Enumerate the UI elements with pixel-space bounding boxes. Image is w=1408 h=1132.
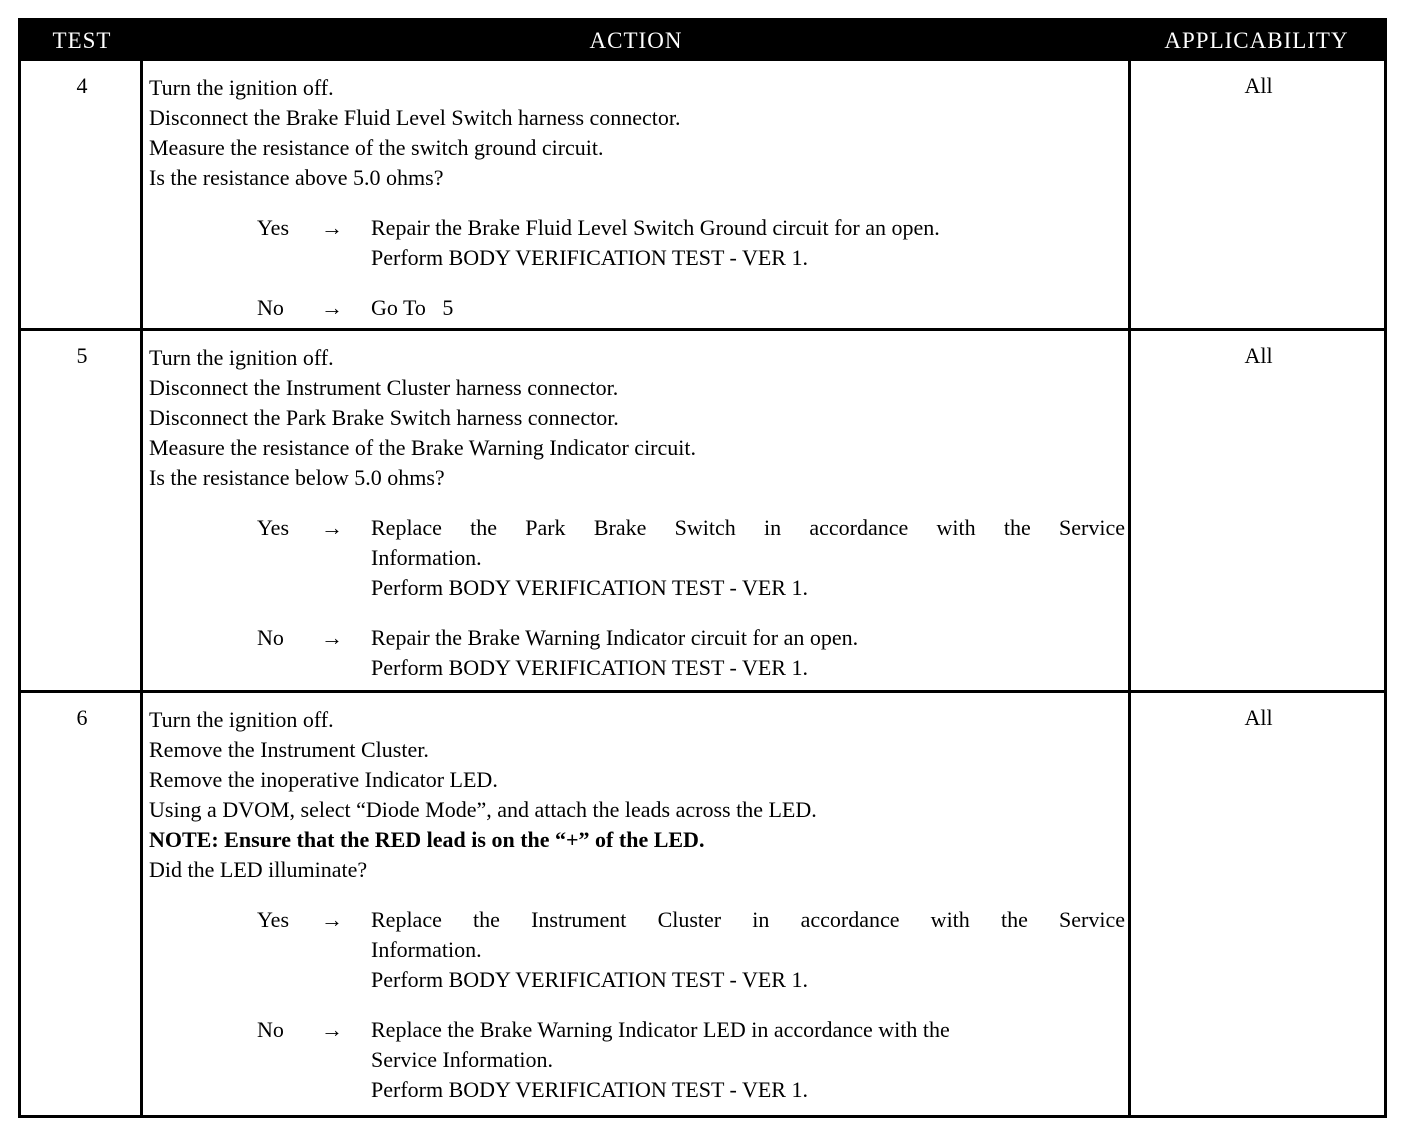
table-row	[21, 693, 1384, 1115]
result-text: Go To 5	[371, 295, 454, 320]
applicability-value: All	[1244, 705, 1273, 730]
test-number: 5	[76, 343, 88, 368]
header-test: TEST	[52, 28, 112, 53]
result-text: Information.	[371, 545, 482, 570]
action-step: Is the resistance below 5.0 ohms?	[149, 465, 445, 490]
arrow-icon: →	[321, 1017, 343, 1042]
result-text: Service Information.	[371, 1047, 554, 1072]
action-cell	[149, 343, 1129, 683]
action-step: Disconnect the Instrument Cluster harness connector.	[149, 375, 619, 400]
no-result	[149, 623, 1129, 683]
result-text: Perform BODY VERIFICATION TEST - VER 1.	[371, 655, 808, 680]
action-step: Turn the ignition off.	[149, 75, 334, 100]
action-cell	[149, 705, 1129, 1105]
action-step: Turn the ignition off.	[149, 707, 334, 732]
action-step: Using a DVOM, select “Diode Mode”, and attach the leads across the LED.	[149, 797, 817, 822]
result-text: Repair the Brake Warning Indicator circuit for an open.	[371, 625, 859, 650]
yes-result	[149, 513, 1129, 603]
result-text: Repair the Brake Fluid Level Switch Ground circuit for an open.	[371, 215, 940, 240]
header-action: ACTION	[589, 28, 683, 53]
result-text: Replace the Park Brake Switch in accordance with the Service	[371, 515, 1125, 540]
result-text: Perform BODY VERIFICATION TEST - VER 1.	[371, 1077, 808, 1102]
action-step: Remove the inoperative Indicator LED.	[149, 767, 498, 792]
action-step: Remove the Instrument Cluster.	[149, 737, 429, 762]
table-row	[21, 331, 1384, 690]
action-step: Did the LED illuminate?	[149, 857, 368, 882]
arrow-icon: →	[321, 215, 343, 240]
no-label: No	[257, 295, 284, 320]
result-text: Replace the Brake Warning Indicator LED in accordance with the	[371, 1017, 950, 1042]
result-text: Perform BODY VERIFICATION TEST - VER 1.	[371, 245, 808, 270]
applicability-value: All	[1244, 343, 1273, 368]
table-row	[21, 61, 1384, 328]
action-step: Disconnect the Brake Fluid Level Switch harness connector.	[149, 105, 681, 130]
yes-label: Yes	[257, 215, 290, 240]
arrow-icon: →	[321, 515, 343, 540]
result-text: Information.	[371, 937, 482, 962]
arrow-icon: →	[321, 907, 343, 932]
result-text: Perform BODY VERIFICATION TEST - VER 1.	[371, 575, 808, 600]
result-text: Perform BODY VERIFICATION TEST - VER 1.	[371, 967, 808, 992]
test-number: 4	[76, 73, 88, 98]
yes-label: Yes	[257, 907, 290, 932]
no-result	[149, 1015, 1129, 1105]
table-header	[21, 21, 1384, 61]
yes-result	[149, 905, 1129, 995]
diagnostic-test-table	[18, 18, 1387, 1118]
yes-result	[149, 213, 1129, 273]
action-cell	[149, 73, 1129, 323]
test-number: 6	[76, 705, 88, 730]
arrow-icon: →	[321, 625, 343, 650]
note-text: NOTE: Ensure that the RED lead is on the “+” of the LED.	[149, 827, 705, 852]
result-text: Replace the Instrument Cluster in accordance with the Service	[371, 907, 1125, 932]
action-step: Is the resistance above 5.0 ohms?	[149, 165, 444, 190]
arrow-icon: →	[321, 295, 343, 320]
header-applicability: APPLICABILITY	[1164, 28, 1349, 53]
action-step: Measure the resistance of the Brake Warning Indicator circuit.	[149, 435, 696, 460]
action-step: Disconnect the Park Brake Switch harness connector.	[149, 405, 619, 430]
action-step: Measure the resistance of the switch ground circuit.	[149, 135, 604, 160]
action-step: Turn the ignition off.	[149, 345, 334, 370]
no-label: No	[257, 1017, 284, 1042]
no-label: No	[257, 625, 284, 650]
no-result	[149, 293, 1129, 323]
applicability-value: All	[1244, 73, 1273, 98]
yes-label: Yes	[257, 515, 290, 540]
